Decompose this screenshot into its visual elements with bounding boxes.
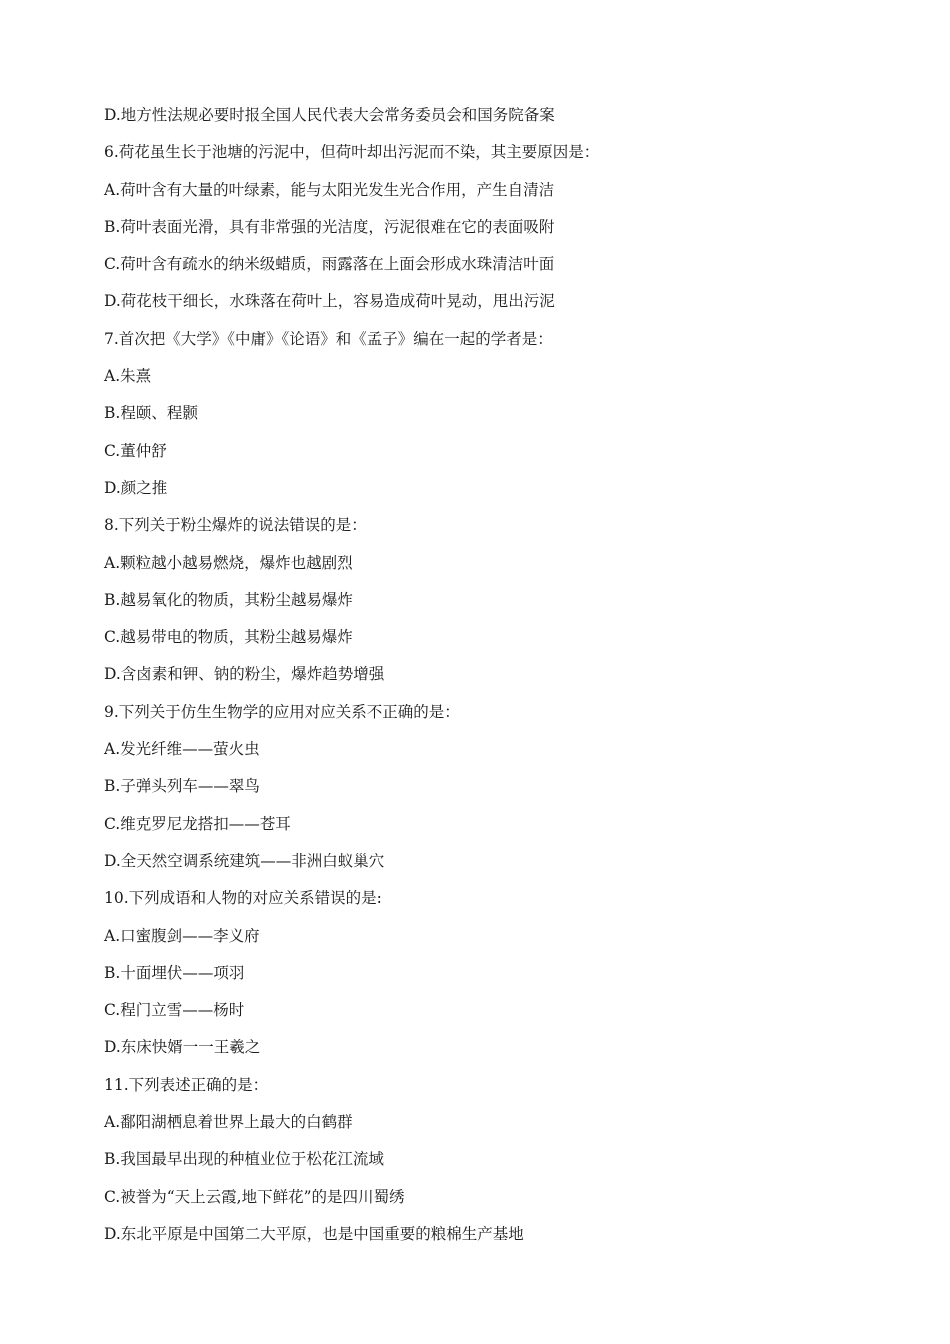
text-line: A.口蜜腹剑——李义府	[104, 926, 260, 945]
text-line: D.全天然空调系统建筑——非洲白蚁巢穴	[104, 851, 385, 870]
text-line: D.东北平原是中国第二大平原，也是中国重要的粮棉生产基地	[104, 1224, 524, 1243]
text-line: C.维克罗尼龙搭扣——苍耳	[104, 814, 291, 833]
text-line: 6.荷花虽生长于池塘的污泥中，但荷叶却出污泥而不染，其主要原因是：	[104, 143, 600, 162]
text-line: 10.下列成语和人物的对应关系错误的是:	[104, 889, 382, 908]
text-line: D.东床快婿一一王羲之	[104, 1038, 261, 1057]
text-line: D.颜之推	[104, 478, 168, 497]
text-line: D.地方性法规必要时报全国人民代表大会常务委员会和国务院备案	[104, 106, 555, 124]
text-line: D.荷花枝干细长，水珠落在荷叶上，容易造成荷叶晃动，甩出污泥	[104, 292, 555, 311]
text-line: 11.下列表述正确的是：	[104, 1075, 269, 1094]
text-line: A.朱熹	[104, 367, 152, 386]
text-line: B.十面埋伏——项羽	[104, 963, 245, 982]
text-line: B.越易氧化的物质，其粉尘越易爆炸	[104, 590, 353, 609]
text-line: C.董仲舒	[104, 441, 167, 460]
text-line: C.荷叶含有疏水的纳米级蜡质，雨露落在上面会形成水珠清洁叶面	[104, 255, 555, 274]
document-text	[104, 102, 904, 1258]
text-line: 8.下列关于粉尘爆炸的说法错误的是：	[104, 516, 367, 535]
text-line: A.发光纤维——萤火虫	[104, 740, 260, 759]
text-line: C.被誉为“天上云霞,地下鲜花”的是四川蜀绣	[104, 1187, 405, 1206]
text-line: A.颗粒越小越易燃烧，爆炸也越剧烈	[104, 553, 353, 572]
text-line: C.越易带电的物质，其粉尘越易爆炸	[104, 628, 353, 647]
text-line: 9.下列关于仿生生物学的应用对应关系不正确的是：	[104, 702, 460, 721]
text-line: B.程颐、程颢	[104, 404, 198, 423]
text-line: B.我国最早出现的种植业位于松花江流域	[104, 1150, 384, 1169]
text-line: B.荷叶表面光滑，具有非常强的光洁度，污泥很难在它的表面吸附	[104, 217, 555, 236]
text-line: 7.首次把《大学》《中庸》《论语》和《孟子》编在一起的学者是：	[104, 329, 553, 348]
text-line: B.子弹头列车——翠鸟	[104, 777, 260, 796]
text-line: C.程门立雪——杨时	[104, 1001, 245, 1020]
text-line: A.荷叶含有大量的叶绿素，能与太阳光发生光合作用，产生自清洁	[104, 180, 555, 199]
text-line: D.含卤素和钾、钠的粉尘，爆炸趋势增强	[104, 665, 385, 684]
text-line: A.鄱阳湖栖息着世界上最大的白鹤群	[104, 1113, 353, 1132]
